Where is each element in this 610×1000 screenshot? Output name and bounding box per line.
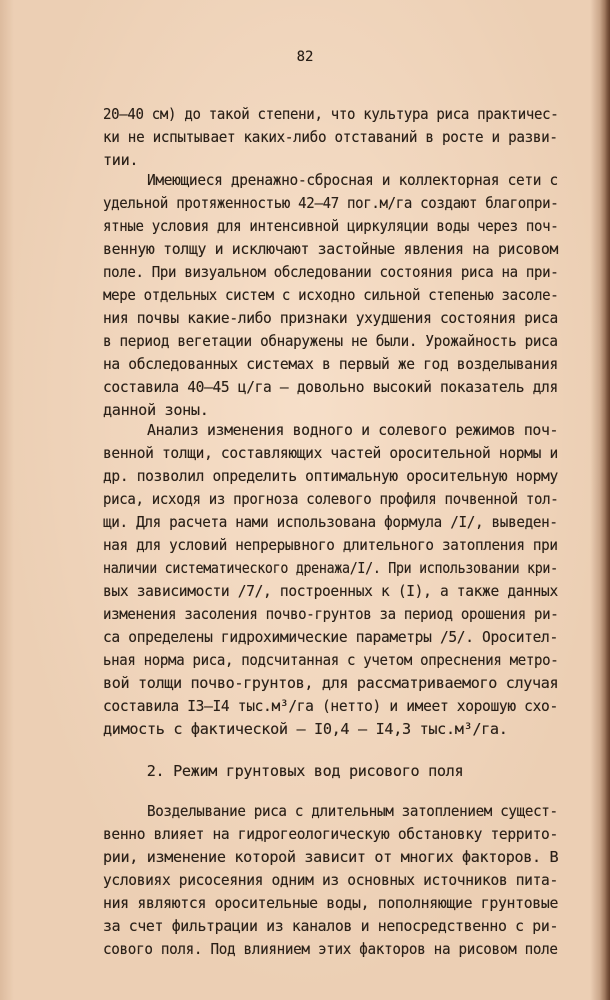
paragraph-3-line-12: вой толщи почво-грунтов, для рассматриваемого случая (103, 674, 559, 692)
paragraph-2-line-4: венную толщу и исключают застойные явления на рисовом (103, 240, 559, 258)
section-heading: 2. Режим грунтовых вод рисового поля (146, 762, 464, 780)
section-paragraph-line-5: ния являются оросительные воды, пополняющие грунтовые (103, 894, 559, 912)
section-paragraph-line-7: сового поля. Под влиянием этих факторов на рисовом поле (103, 940, 558, 958)
paragraph-3-line-8: вых зависимости /7/, построенных к (I), а также данных (103, 582, 558, 600)
paragraph-3-line-10: са определены гидрохимические параметры /5/. Оросител- (103, 628, 558, 646)
paragraph-3-line-2: венной толщи, составляющих частей оросительной нормы и (103, 444, 558, 462)
paragraph-3-line-6: ная для условий непрерывного длительного затопления при (103, 536, 558, 554)
paragraph-3-line-5: щи. Для расчета нами использована формула /I/, выведен- (103, 513, 558, 531)
section-paragraph-line-6: за счет фильтрации из каналов и непосредственно с ри- (103, 917, 559, 935)
paragraph-2-line-10: составила 40–45 ц/га – довольно высокий показатель для (103, 378, 558, 396)
paragraph-3-line-9: изменения засоления почво-грунтов за период орошения ри- (103, 605, 559, 623)
paragraph-3-line-1: Анализ изменения водного и солевого режимов поч- (147, 421, 559, 439)
paragraph-1-line-3: тии. (103, 151, 139, 169)
paragraph-2-line-5: поле. При визуальном обследовании состояния риса на при- (103, 263, 559, 281)
paragraph-2-line-8: в период вегетации обнаружены не были. Урожайность риса (103, 332, 558, 350)
paragraph-2-line-9: на обследованных системах в первый же год возделывания (103, 355, 558, 373)
paragraph-2-line-11: данной зоны. (103, 401, 209, 419)
paragraph-2-line-6: мере отдельных систем с исходно сильной степенью засоле- (103, 286, 559, 304)
paragraph-3-line-14: димость с фактической – I0,4 – I4,3 тыс.м³/га. (103, 720, 508, 738)
paragraph-2-line-2: удельной протяженностью 42–47 пог.м/га создают благопри- (103, 194, 559, 212)
paragraph-3-line-7: наличии систематического дренажа/I/. При использовании кри- (103, 559, 558, 577)
paragraph-2-line-3: ятные условия для интенсивной циркуляции воды через поч- (103, 217, 559, 235)
page-number: 82 (296, 49, 314, 65)
paragraph-3-line-11: ьная норма риса, подсчитанная с учетом опреснения метро- (103, 651, 559, 669)
section-paragraph-line-4: условиях рисосеяния одним из основных источников пита- (103, 871, 558, 889)
section-paragraph-line-2: венно влияет на гидрогеологическую обстановку террито- (103, 825, 558, 843)
paragraph-3-line-13: составила I3–I4 тыс.м³/га (нетто) и имеет хорошую схо- (103, 697, 558, 715)
paragraph-2-line-1: Имеющиеся дренажно-сбросная и коллекторная сети с (147, 171, 558, 189)
section-paragraph-line-3: рии, изменение которой зависит от многих факторов. В (103, 848, 559, 866)
paragraph-3-line-4: риса, исходя из прогноза солевого профиля почвенной тол- (103, 490, 559, 508)
paragraph-2-line-7: ния почвы какие-либо признаки ухудшения состояния риса (103, 309, 558, 327)
paragraph-3-line-3: др. позволил определить оптимальную оросительную норму (103, 467, 558, 485)
paragraph-1-line-2: ки не испытывает каких-либо отставаний в росте и разви- (103, 128, 558, 146)
page-edge-shadow (600, 0, 610, 1000)
paragraph-1-line-1: 20–40 см) до такой степени, что культура риса практичес- (103, 105, 559, 123)
section-paragraph-line-1: Возделывание риса с длительным затоплением сущест- (147, 802, 558, 820)
